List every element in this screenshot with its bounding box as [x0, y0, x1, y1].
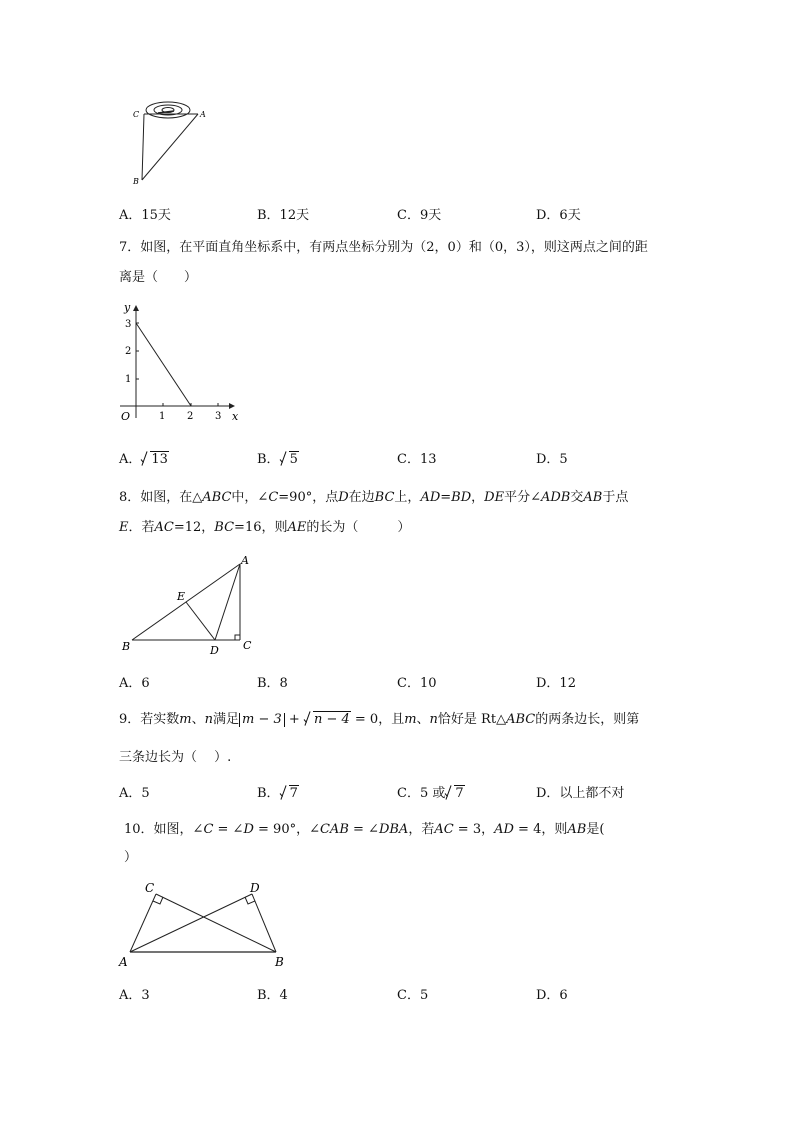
- q7-option-a-prefix: A．: [119, 452, 142, 467]
- q8-text: 上，: [394, 490, 421, 505]
- q8-text: ，: [471, 490, 485, 505]
- q10-var: DBA: [378, 822, 409, 837]
- q9-option-a[interactable]: A．5: [119, 786, 150, 801]
- q7-x-tick-label-1: 1: [159, 411, 166, 422]
- q8-option-c[interactable]: C．10: [397, 676, 437, 691]
- q8-text: ．若: [128, 520, 155, 535]
- q8-text: 交: [570, 490, 584, 505]
- q10-label-a: A: [119, 955, 128, 969]
- q7-option-b-prefix: B．: [257, 452, 280, 467]
- q10-edge-cb: [156, 894, 276, 952]
- q10-option-d[interactable]: D．6: [536, 988, 568, 1003]
- q9-var-m: m: [404, 712, 417, 727]
- q8-text: 的长为（ ）: [306, 520, 411, 535]
- q9-radicand: n − 4: [313, 712, 350, 727]
- q9-var-abc: ABC: [506, 712, 536, 727]
- q8-var: AB: [583, 490, 603, 505]
- q10-stem-line2: ）: [124, 850, 138, 865]
- q8-option-b[interactable]: B．8: [257, 676, 288, 691]
- q6-edge-cb: [142, 114, 144, 180]
- q7-option-a[interactable]: [119, 450, 169, 470]
- sqrt-icon: [445, 784, 464, 804]
- q8-var: BC: [214, 520, 235, 535]
- q8-var: BC: [374, 490, 395, 505]
- q7-option-b[interactable]: [257, 450, 299, 470]
- q9-text: 9．若实数: [119, 712, 180, 727]
- q8-text: =90°，点: [278, 490, 339, 505]
- q8-label-d: D: [210, 644, 219, 657]
- q8-var: ADB: [540, 490, 571, 505]
- q9-text: = 0，且: [350, 712, 405, 727]
- q10-figure: [116, 878, 296, 970]
- q10-text: = 4，则: [513, 822, 568, 837]
- q8-text: 在边: [348, 490, 375, 505]
- q8-label-e: E: [177, 590, 186, 603]
- q6-option-a[interactable]: A．15天: [119, 208, 171, 223]
- q8-option-d[interactable]: D．12: [536, 676, 576, 691]
- q7-option-a-radicand: 13: [151, 452, 168, 467]
- sqrt-icon: [280, 450, 299, 470]
- q10-text: 10．如图，∠: [124, 822, 204, 837]
- q9-text: +: [284, 712, 304, 727]
- q10-edge-ad: [130, 894, 252, 952]
- q10-edge-ac: [130, 894, 156, 952]
- q8-text: 中，∠: [231, 490, 269, 505]
- q8-text: =12，: [173, 520, 215, 535]
- q7-segment: [136, 323, 191, 406]
- q7-y-tick-label-1: 1: [125, 374, 132, 385]
- q10-text: ，若: [408, 822, 435, 837]
- q9-text: 、: [191, 712, 205, 727]
- q6-label-a: A: [200, 110, 206, 119]
- q8-text: 于点: [602, 490, 629, 505]
- q9-absolute-value: m − 3: [239, 713, 285, 727]
- q9-option-b-prefix: B．: [257, 786, 280, 801]
- q9-option-c-prefix: C．5 或: [397, 786, 446, 801]
- q6-figure: [128, 98, 218, 190]
- q10-var: CAB: [319, 822, 349, 837]
- q8-var: AD: [420, 490, 441, 505]
- q7-y-tick-label-2: 2: [125, 346, 132, 357]
- q10-text: = ∠: [348, 822, 379, 837]
- q10-label-b: B: [275, 955, 284, 969]
- q10-var: AC: [434, 822, 454, 837]
- q10-var: AB: [567, 822, 587, 837]
- q10-option-a[interactable]: A．3: [119, 988, 150, 1003]
- q6-edge-ab: [142, 114, 198, 180]
- q9-option-b[interactable]: [257, 784, 299, 804]
- q10-stem-line1: [124, 820, 604, 840]
- q8-text: 平分∠: [504, 490, 541, 505]
- sqrt-icon: [141, 450, 169, 470]
- q9-text: 恰好是 Rt△: [437, 712, 507, 727]
- q9-option-c[interactable]: [397, 784, 465, 804]
- q7-stem-line2: 离是（ ）: [119, 270, 198, 285]
- q10-edge-db: [252, 894, 276, 952]
- q9-option-c-radicand: 7: [455, 786, 464, 801]
- q8-stem-line2: [119, 518, 410, 538]
- q8-text: =16，则: [234, 520, 288, 535]
- q8-var: AC: [154, 520, 174, 535]
- q8-label-c: C: [243, 639, 252, 652]
- q9-stem-line1: [119, 710, 639, 730]
- q8-var: ABC: [202, 490, 232, 505]
- q7-stem-line1: 7．如图，在平面直角坐标系中，有两点坐标分别为（2，0）和（0，3），则这两点之间的距: [119, 240, 648, 255]
- q10-text: = 3，: [453, 822, 495, 837]
- q7-x-tick-label-3: 3: [215, 411, 222, 422]
- q8-label-a: A: [241, 554, 249, 567]
- q10-var: D: [243, 822, 254, 837]
- q6-label-c: C: [133, 110, 140, 119]
- q6-label-b: B: [133, 177, 139, 186]
- q7-origin-label: O: [121, 410, 131, 423]
- q7-x-label: x: [232, 410, 239, 423]
- q7-y-tick-label-3: 3: [125, 319, 132, 330]
- sqrt-icon: [280, 784, 299, 804]
- q9-var-n: n: [429, 712, 438, 727]
- q9-text: 满足: [213, 712, 240, 727]
- q10-var: C: [203, 822, 214, 837]
- q8-stem-line1: [119, 488, 628, 508]
- q10-option-c[interactable]: C．5: [397, 988, 429, 1003]
- q8-option-a[interactable]: A．6: [119, 676, 150, 691]
- q8-label-b: B: [122, 640, 131, 653]
- q8-edge-ed: [186, 602, 215, 640]
- q8-triangle-figure: [118, 552, 268, 660]
- q8-text: 8．如图，在△: [119, 490, 203, 505]
- q9-text: 、: [416, 712, 430, 727]
- q6-option-d[interactable]: D．6天: [536, 208, 581, 223]
- q8-var: C: [268, 490, 279, 505]
- q9-option-d[interactable]: D．以上都不对: [536, 786, 625, 801]
- q8-text: =: [440, 490, 452, 505]
- q7-option-b-radicand: 5: [289, 452, 298, 467]
- q9-option-b-radicand: 7: [289, 786, 298, 801]
- q9-stem-line2: 三条边长为（ ）.: [119, 750, 232, 765]
- q10-option-b[interactable]: B．4: [257, 988, 288, 1003]
- q8-var: AE: [287, 520, 307, 535]
- q8-var: DE: [484, 490, 505, 505]
- q10-label-c: C: [145, 881, 155, 895]
- q10-text: = ∠: [213, 822, 244, 837]
- sqrt-icon: [304, 710, 351, 730]
- q6-spiral-outer: [146, 102, 190, 118]
- q8-right-angle-mark: [235, 635, 240, 640]
- q8-var: D: [338, 490, 349, 505]
- q10-text: = 90°，∠: [253, 822, 320, 837]
- q7-coordinate-figure: [116, 300, 246, 425]
- q7-option-d[interactable]: D．5: [536, 452, 568, 467]
- q6-option-b[interactable]: B．12天: [257, 208, 310, 223]
- q6-spiral-arrow: [158, 111, 174, 113]
- q7-y-label: y: [124, 301, 131, 314]
- q9-var-n: n: [204, 712, 213, 727]
- q6-option-c[interactable]: C．9天: [397, 208, 442, 223]
- q8-edge-ad: [215, 564, 240, 640]
- q8-var: E: [119, 520, 129, 535]
- q7-x-tick-label-2: 2: [187, 411, 194, 422]
- q9-var-m: m: [179, 712, 192, 727]
- q8-var: BD: [451, 490, 472, 505]
- q10-var: AD: [494, 822, 514, 837]
- q10-text: 是(: [586, 822, 605, 837]
- q9-text: 的两条边长，则第: [535, 712, 640, 727]
- q7-option-c[interactable]: C．13: [397, 452, 437, 467]
- q10-label-d: D: [250, 881, 260, 895]
